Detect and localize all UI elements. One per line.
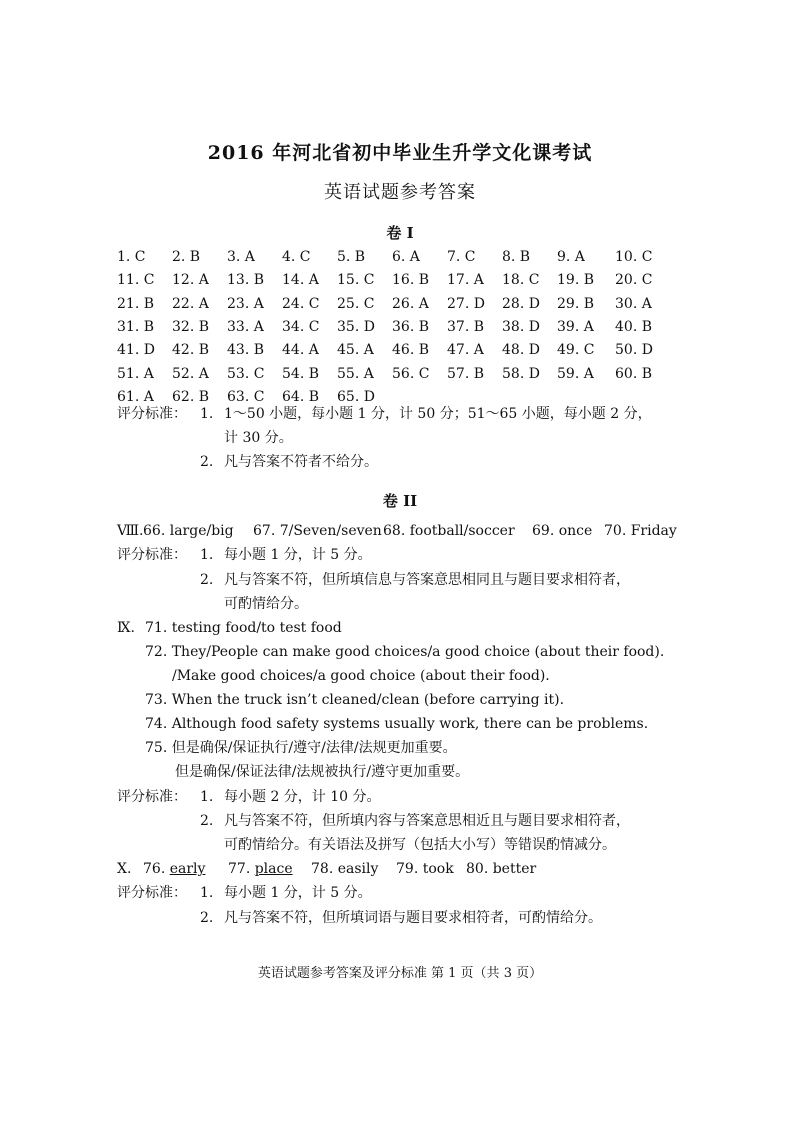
section10-answer-78: 78. easily — [311, 861, 379, 877]
section9-answer-75-line1: 75. 但是确保/保证执行/遵守/法律/法规更加重要。 — [145, 740, 457, 756]
answer-cell: 6. A — [392, 249, 420, 265]
answer-cell: 47. A — [447, 342, 484, 358]
answer-cell: 56. C — [392, 366, 430, 382]
answer-cell: 62. B — [172, 389, 210, 405]
section9-answer-72-line2: /Make good choices/a good choice (about their food). — [172, 668, 550, 684]
answer-cell: 17. A — [447, 272, 484, 288]
answer-cell: 37. B — [447, 319, 485, 335]
part1-scoring-item2-num: 2. — [200, 454, 214, 470]
answer-cell: 27. D — [447, 296, 485, 312]
section10-answer-76-num: 76. — [143, 861, 166, 877]
answer-cell: 32. B — [172, 319, 210, 335]
answer-cell: 31. B — [117, 319, 155, 335]
answer-cell: 13. B — [227, 272, 265, 288]
part1-scoring-item2-text: 凡与答案不符者不给分。 — [224, 454, 378, 470]
answer-cell: 26. A — [392, 296, 429, 312]
section8-scoring-label: 评分标准： — [117, 547, 187, 563]
section10-scoring-label: 评分标准： — [117, 885, 187, 901]
answer-cell: 49. C — [557, 342, 595, 358]
section10-scoring-item2-text: 凡与答案不符，但所填词语与题目要求相符者，可酌情给分。 — [224, 910, 602, 926]
section10-scoring-item2-num: 2. — [200, 910, 214, 926]
answer-cell: 44. A — [282, 342, 319, 358]
answer-cell: 21. B — [117, 296, 155, 312]
answer-cell: 61. A — [117, 389, 154, 405]
section9-scoring-item2-line1: 凡与答案不符，但所填内容与答案意思相近且与题目要求相符者， — [224, 813, 630, 829]
section10-scoring-item1-num: 1. — [200, 885, 214, 901]
section8-answer: 67. 7/Seven/seven — [253, 523, 382, 539]
answer-cell: 63. C — [227, 389, 265, 405]
answer-cell: 43. B — [227, 342, 265, 358]
section9-answer-73: 73. When the truck isn’t cleaned/clean (before carrying it). — [145, 692, 565, 708]
section8-answer: 66. large/big — [143, 523, 234, 539]
answer-cell: 12. A — [172, 272, 209, 288]
answer-cell: 33. A — [227, 319, 264, 335]
section10-answer-76 — [143, 859, 205, 879]
section9-scoring-item1-num: 1. — [200, 789, 214, 805]
answer-cell: 4. C — [282, 249, 311, 265]
section10-answer-77-word: place — [254, 861, 293, 877]
section9-scoring-item1-text: 每小题 2 分，计 10 分。 — [224, 789, 381, 805]
page-footer: 英语试题参考答案及评分标准 第 1 页（共 3 页） — [257, 966, 543, 981]
answer-cell: 10. C — [615, 249, 653, 265]
section8-scoring-item2-line2: 可酌情给分。 — [224, 596, 308, 612]
answer-cell: 64. B — [282, 389, 320, 405]
section9-answer-75-line2: 但是确保/保证法律/法规被执行/遵守更加重要。 — [175, 764, 470, 780]
document-subtitle: 英语试题参考答案 — [324, 182, 476, 203]
answer-cell: 34. C — [282, 319, 320, 335]
answer-cell: 7. C — [447, 249, 476, 265]
answer-cell: 41. D — [117, 342, 155, 358]
section9-scoring-item2-num: 2. — [200, 813, 214, 829]
answer-cell: 50. D — [615, 342, 653, 358]
answer-cell: 28. D — [502, 296, 540, 312]
answer-cell: 35. D — [337, 319, 375, 335]
section8-answer: 69. once — [532, 523, 593, 539]
answer-cell: 38. D — [502, 319, 540, 335]
answer-cell: 53. C — [227, 366, 265, 382]
section10-numeral: Ⅹ. — [117, 861, 132, 877]
answer-cell: 54. B — [282, 366, 320, 382]
answer-cell: 14. A — [282, 272, 319, 288]
answer-cell: 22. A — [172, 296, 209, 312]
answer-cell: 20. C — [615, 272, 653, 288]
answer-cell: 23. A — [227, 296, 264, 312]
section10-scoring-item1-text: 每小题 1 分，计 5 分。 — [224, 885, 372, 901]
answer-cell: 57. B — [447, 366, 485, 382]
answer-cell: 9. A — [557, 249, 585, 265]
answer-cell: 48. D — [502, 342, 540, 358]
answer-cell: 51. A — [117, 366, 154, 382]
answer-cell: 29. B — [557, 296, 595, 312]
section8-scoring-item1-text: 每小题 1 分，计 5 分。 — [224, 547, 372, 563]
part1-scoring-item1-line2: 计 30 分。 — [224, 430, 293, 446]
part1-scoring-item1-line1: 1～50 小题，每小题 1 分，计 50 分；51～65 小题，每小题 2 分， — [224, 406, 652, 422]
answer-cell: 36. B — [392, 319, 430, 335]
answer-cell: 8. B — [502, 249, 531, 265]
answer-cell: 30. A — [615, 296, 652, 312]
answer-cell: 16. B — [392, 272, 430, 288]
part1-scoring-label: 评分标准： — [117, 406, 187, 422]
answer-cell: 15. C — [337, 272, 375, 288]
answer-cell: 1. C — [117, 249, 146, 265]
answer-cell: 42. B — [172, 342, 210, 358]
section9-answer-72-line1: 72. They/People can make good choices/a good choice (about their food). — [145, 644, 665, 660]
section9-scoring-label: 评分标准： — [117, 789, 187, 805]
section8-numeral: Ⅷ. — [117, 523, 144, 539]
section8-scoring-item1-num: 1. — [200, 547, 214, 563]
section8-scoring-item2-line1: 凡与答案不符，但所填信息与答案意思相同且与题目要求相符者， — [224, 572, 630, 588]
answer-cell: 45. A — [337, 342, 374, 358]
section9-answer-71: 71. testing food/to test food — [145, 620, 342, 636]
answer-cell: 11. C — [117, 272, 155, 288]
section8-scoring-item2-num: 2. — [200, 572, 214, 588]
part2-heading: 卷 II — [382, 492, 418, 510]
answer-cell: 59. A — [557, 366, 594, 382]
section8-answer: 70. Friday — [604, 523, 677, 539]
answer-cell: 25. C — [337, 296, 375, 312]
part1-heading: 卷 I — [386, 224, 414, 242]
answer-cell: 19. B — [557, 272, 595, 288]
document-title: 2016 年河北省初中毕业生升学文化课考试 — [207, 142, 593, 164]
section8-answer: 68. football/soccer — [383, 523, 515, 539]
answer-cell: 52. A — [172, 366, 209, 382]
answer-cell: 58. D — [502, 366, 540, 382]
answer-cell: 18. C — [502, 272, 540, 288]
answer-cell: 40. B — [615, 319, 653, 335]
section9-numeral: Ⅸ. — [117, 620, 135, 636]
answer-cell: 2. B — [172, 249, 201, 265]
answer-cell: 65. D — [337, 389, 375, 405]
answer-cell: 55. A — [337, 366, 374, 382]
section10-answer-79: 79. took — [396, 861, 454, 877]
answer-cell: 46. B — [392, 342, 430, 358]
answer-cell: 60. B — [615, 366, 653, 382]
answer-cell: 39. A — [557, 319, 594, 335]
section9-answer-74: 74. Although food safety systems usually work, there can be problems. — [145, 716, 649, 732]
section10-answer-77-num: 77. — [228, 861, 251, 877]
section10-answer-76-word: early — [169, 861, 206, 877]
section10-answer-80: 80. better — [466, 861, 537, 877]
section9-scoring-item2-line2: 可酌情给分。有关语法及拼写（包括大小写）等错误酌情减分。 — [224, 837, 616, 853]
section10-answer-77 — [228, 859, 293, 879]
part1-scoring-item1-num: 1. — [200, 406, 214, 422]
answer-cell: 24. C — [282, 296, 320, 312]
answer-cell: 5. B — [337, 249, 366, 265]
answer-cell: 3. A — [227, 249, 255, 265]
